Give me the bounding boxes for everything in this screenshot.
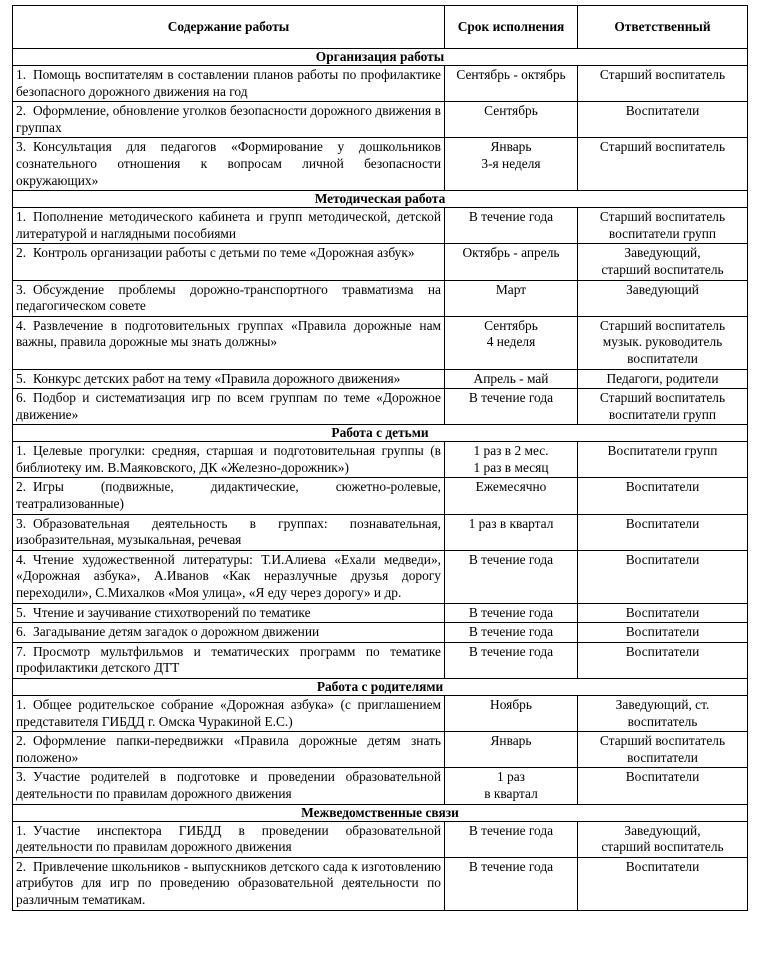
content-text: Образовательная деятельность в группах: познавательная, изобразительная, музыкальная, речевая — [16, 515, 441, 548]
content-text: Привлечение школьников - выпускников детского сада к изготовлению атрибутов для игр по проведению образовательной деятельности по различным тематикам. — [16, 858, 441, 907]
responsible-cell: Старший воспитатель воспитатели групп — [578, 389, 748, 425]
row-number: 4. — [16, 551, 27, 567]
content-text: Контроль организации работы с детьми по теме «Дорожная азбук» — [33, 245, 415, 261]
table-row — [13, 642, 748, 678]
content-cell — [13, 280, 445, 316]
content-text: Участие родителей в подготовке и проведении образовательной деятельности по правилам дорожного движения — [16, 769, 441, 801]
table-row — [13, 66, 748, 102]
content-cell — [13, 514, 445, 550]
table-row — [13, 316, 748, 369]
term-cell: Сентябрь - октябрь — [445, 66, 578, 102]
table-row — [13, 603, 748, 623]
section-row — [13, 49, 748, 66]
plan-table — [12, 5, 748, 911]
term-cell: В течение года — [445, 389, 578, 425]
section-title: Методическая работа — [13, 191, 748, 208]
term-cell: В течение года — [445, 857, 578, 910]
content-cell — [13, 208, 445, 244]
row-number: 4. — [16, 317, 27, 333]
content-text: Просмотр мультфильмов и тематических программ по тематике профилактики детского ДТТ — [16, 643, 441, 676]
header-content: Содержание работы — [13, 6, 445, 49]
table-row — [13, 732, 748, 768]
content-text: Игры (подвижные, дидактические, сюжетно-ролевые, театрализованные) — [16, 479, 441, 512]
responsible-cell: Заведующий — [578, 280, 748, 316]
row-number: 1. — [16, 67, 27, 82]
section-title: Организация работы — [13, 49, 748, 66]
content-cell — [13, 821, 445, 857]
section-row — [13, 425, 748, 442]
content-cell — [13, 102, 445, 138]
responsible-cell: Старший воспитатель музык. руководитель воспитатели — [578, 316, 748, 369]
row-number: 1. — [16, 697, 27, 712]
content-text: Оформление, обновление уголков безопасности дорожного движения в группах — [16, 103, 441, 135]
table-row — [13, 369, 748, 389]
section-row — [13, 191, 748, 208]
content-cell — [13, 768, 445, 804]
term-cell: В течение года — [445, 642, 578, 678]
row-number: 1. — [16, 209, 27, 225]
term-cell: В течение года — [445, 821, 578, 857]
row-number: 7. — [16, 643, 27, 659]
term-cell: Март — [445, 280, 578, 316]
row-number: 2. — [16, 858, 27, 874]
content-cell — [13, 138, 445, 191]
responsible-cell: Воспитатели — [578, 514, 748, 550]
content-text: Общее родительское собрание «Дорожная азбука» (с приглашением представителя ГИБДД г. Омска Чуракиной Е.С.) — [16, 697, 441, 729]
plan-document — [12, 5, 747, 911]
table-row — [13, 244, 748, 280]
responsible-cell: Воспитатели — [578, 102, 748, 138]
content-cell — [13, 857, 445, 910]
term-cell: Апрель - май — [445, 369, 578, 389]
content-cell — [13, 478, 445, 514]
responsible-cell: Заведующий, старший воспитатель — [578, 244, 748, 280]
table-row — [13, 550, 748, 603]
row-number: 6. — [16, 390, 27, 406]
content-cell — [13, 603, 445, 623]
row-number: 1. — [16, 822, 27, 838]
section-title: Межведомственные связи — [13, 804, 748, 821]
row-number: 3. — [16, 281, 27, 297]
table-row — [13, 102, 748, 138]
section-title: Работа с родителями — [13, 679, 748, 696]
row-number: 5. — [16, 604, 27, 620]
table-row — [13, 208, 748, 244]
responsible-cell: Воспитатели — [578, 478, 748, 514]
term-cell: Январь 3-я неделя — [445, 138, 578, 191]
content-text: Помощь воспитателям в составлении планов работы по профилактике безопасного дорожного движения на год — [16, 67, 441, 99]
responsible-cell: Старший воспитатель — [578, 66, 748, 102]
section-row — [13, 679, 748, 696]
content-text: Целевые прогулки: средняя, старшая и подготовительная группы (в библиотеку им. В.Маяковского, ДК «Железно-дорожник») — [16, 443, 441, 475]
row-number: 1. — [16, 443, 27, 459]
content-text: Чтение художественной литературы: Т.И.Алиева «Ехали медведи», «Дорожная азбука», А.Иванов «Как неразлучные друзья дорогу переходили», С.Михалков «Моя улица», «Я еду через дорогу» и др. — [16, 551, 441, 601]
section-row — [13, 804, 748, 821]
content-cell — [13, 244, 445, 280]
term-cell: Сентябрь — [445, 102, 578, 138]
table-row — [13, 821, 748, 857]
header-row — [13, 6, 748, 49]
content-text: Участие инспектора ГИБДД в проведении образовательной деятельности по правилам дорожного движения — [16, 822, 441, 855]
content-text: Консультация для педагогов «Формирование у дошкольников сознательного отношения к вопросам личной безопасности окружающих» — [16, 139, 441, 188]
content-cell — [13, 442, 445, 478]
table-row — [13, 514, 748, 550]
row-number: 3. — [16, 769, 27, 785]
content-text: Чтение и заучивание стихотворений по тематике — [33, 604, 311, 620]
responsible-cell: Воспитатели — [578, 550, 748, 603]
row-number: 2. — [16, 479, 27, 495]
content-cell — [13, 389, 445, 425]
content-text: Обсуждение проблемы дорожно-транспортного травматизма на педагогическом совете — [16, 281, 441, 314]
content-text: Оформление папки-передвижки «Правила дорожные детям знать положено» — [16, 733, 441, 765]
table-row — [13, 389, 748, 425]
responsible-cell: Старший воспитатель воспитатели групп — [578, 208, 748, 244]
content-text: Загадывание детям загадок о дорожном движении — [33, 624, 320, 640]
content-text: Подбор и систематизация игр по всем группам по теме «Дорожное движение» — [16, 390, 441, 422]
header-responsible: Ответственный — [578, 6, 748, 49]
term-cell: В течение года — [445, 603, 578, 623]
term-cell: Январь — [445, 732, 578, 768]
term-cell: 1 раз в 2 мес. 1 раз в месяц — [445, 442, 578, 478]
table-row — [13, 768, 748, 804]
content-cell — [13, 732, 445, 768]
row-number: 2. — [16, 103, 27, 119]
term-cell: Октябрь - апрель — [445, 244, 578, 280]
table-row — [13, 857, 748, 910]
table-row — [13, 623, 748, 643]
table-row — [13, 696, 748, 732]
term-cell: Ноябрь — [445, 696, 578, 732]
content-cell — [13, 642, 445, 678]
responsible-cell: Старший воспитатель — [578, 138, 748, 191]
content-cell — [13, 550, 445, 603]
responsible-cell: Заведующий, старший воспитатель — [578, 821, 748, 857]
row-number: 5. — [16, 370, 27, 386]
responsible-cell: Заведующий, ст. воспитатель — [578, 696, 748, 732]
responsible-cell: Воспитатели — [578, 857, 748, 910]
responsible-cell: Воспитатели — [578, 642, 748, 678]
table-row — [13, 280, 748, 316]
table-row — [13, 442, 748, 478]
term-cell: Ежемесячно — [445, 478, 578, 514]
row-number: 2. — [16, 733, 27, 749]
header-term: Срок исполнения — [445, 6, 578, 49]
content-cell — [13, 66, 445, 102]
responsible-cell: Воспитатели — [578, 603, 748, 623]
content-text: Пополнение методического кабинета и групп методической, детской литературой и наглядными пособиями — [16, 209, 441, 241]
table-row — [13, 138, 748, 191]
term-cell: В течение года — [445, 623, 578, 643]
term-cell: 1 раз в квартал — [445, 768, 578, 804]
row-number: 2. — [16, 245, 27, 261]
section-title: Работа с детьми — [13, 425, 748, 442]
responsible-cell: Педагоги, родители — [578, 369, 748, 389]
term-cell: В течение года — [445, 550, 578, 603]
term-cell: В течение года — [445, 208, 578, 244]
content-cell — [13, 623, 445, 643]
term-cell: 1 раз в квартал — [445, 514, 578, 550]
row-number: 3. — [16, 139, 27, 155]
responsible-cell: Воспитатели групп — [578, 442, 748, 478]
content-cell — [13, 369, 445, 389]
row-number: 3. — [16, 515, 27, 531]
row-number: 6. — [16, 624, 27, 640]
table-row — [13, 478, 748, 514]
content-cell — [13, 696, 445, 732]
content-text: Развлечение в подготовительных группах «Правила дорожные нам важны, правила дорожные мы знать должны» — [16, 317, 441, 350]
table-body — [13, 49, 748, 911]
responsible-cell: Воспитатели — [578, 768, 748, 804]
responsible-cell: Воспитатели — [578, 623, 748, 643]
content-cell — [13, 316, 445, 369]
term-cell: Сентябрь 4 неделя — [445, 316, 578, 369]
content-text: Конкурс детских работ на тему «Правила дорожного движения» — [33, 370, 401, 386]
responsible-cell: Старший воспитатель воспитатели — [578, 732, 748, 768]
